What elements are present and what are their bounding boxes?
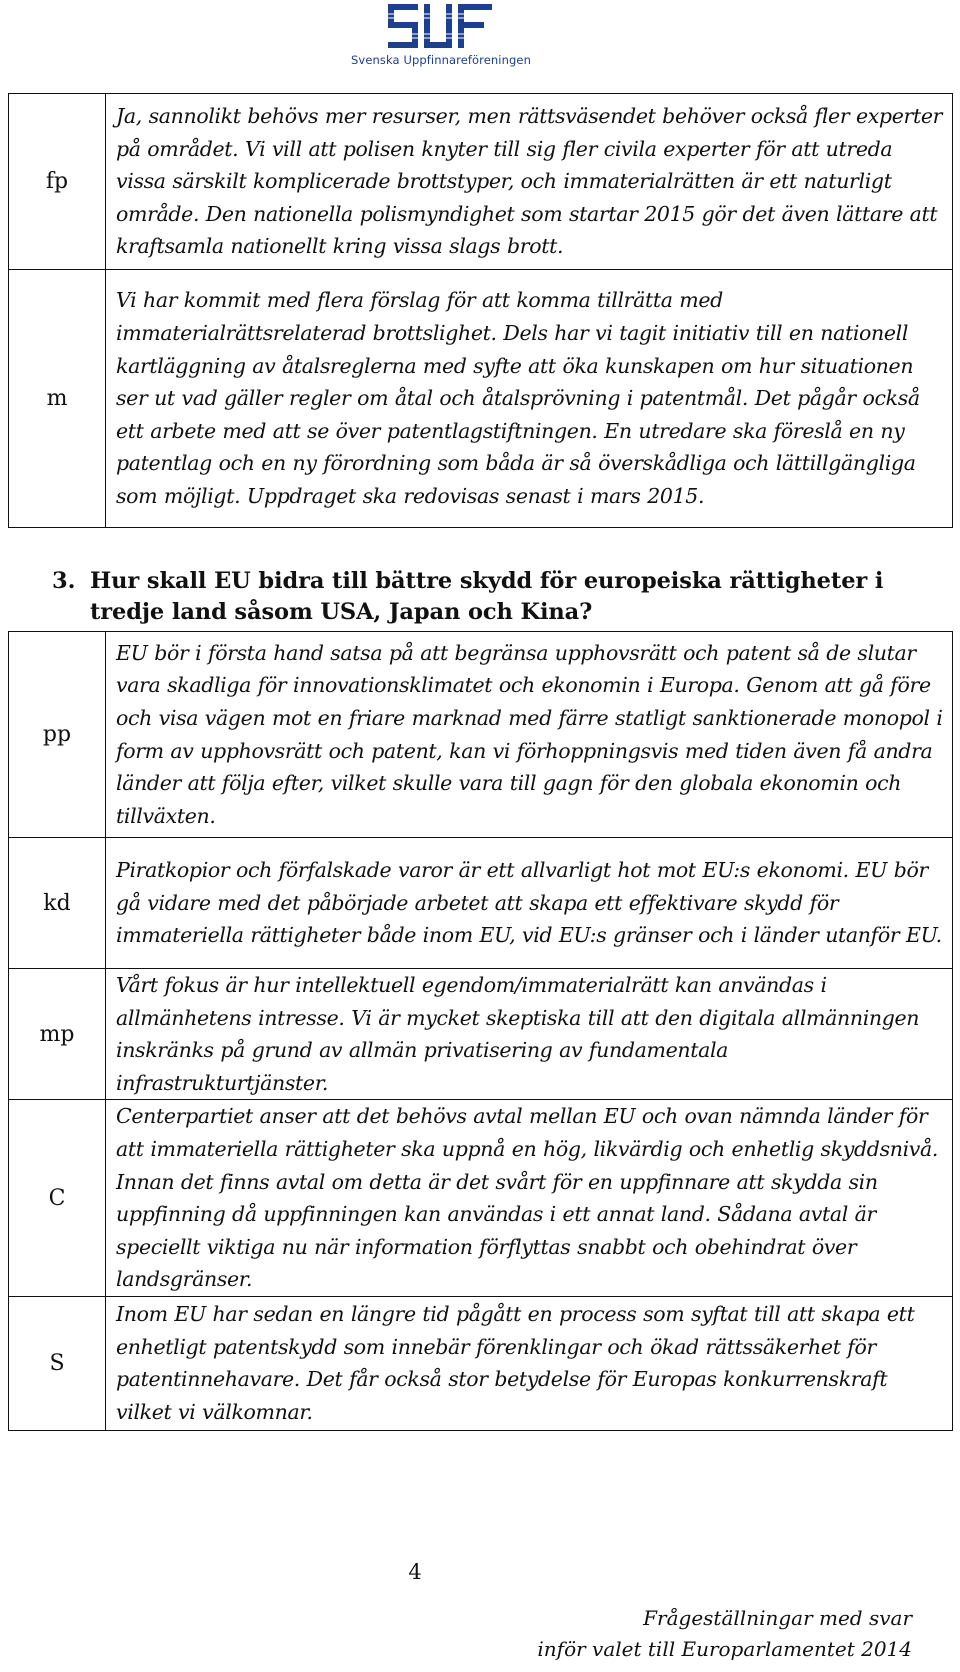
answer-text: Inom EU har sedan en längre tid pågått en process som syftat till att skapa ett enhetligt patentskydd som innebär förenklingar och ökad rättssäkerhet för patentinnehavare. Det får också stor betydelse för Europas konkurrenskraft vilket vi välkomnar. (106, 1296, 953, 1430)
footer-line-1: Frågeställningar med svar (643, 1606, 912, 1630)
table-row (9, 94, 953, 270)
party-label: m (9, 270, 106, 528)
suf-logo (336, 0, 546, 72)
answer-text: Centerpartiet anser att det behövs avtal mellan EU och ovan nämnda länder för att immateriella rättigheter ska uppnå en hög, likvärdig och enhetlig skyddsnivå. Innan det finns avtal om detta är det svårt för en uppfinnare att skydda sin uppfinning då uppfinningen kan användas i ett annat land. Sådana avtal är speciellt viktiga nu när information förflyttas snabbt och obehindrat över landsgränser. (106, 1100, 953, 1297)
party-label: S (9, 1296, 106, 1430)
question-text: Hur skall EU bidra till bättre skydd för europeiska rättigheter i tredje land såsom USA, Japan och Kina? (90, 568, 884, 625)
table-row (9, 838, 953, 969)
footer-line-2: inför valet till Europarlamentet 2014 (537, 1637, 912, 1661)
table-row (9, 632, 953, 838)
table-row (9, 969, 953, 1100)
answer-text: EU bör i första hand satsa på att begränsa upphovsrätt och patent så de slutar vara skadliga för innovationsklimatet och ekonomin i Europa. Genom att gå före och visa vägen mot en friare marknad med färre statligt sanktionerade monopol i form av upphovsrätt och patent, kan vi förhoppningsvis med tiden även få andra länder att följa efter, vilket skulle vara till gagn för den globala ekonomin och tillväxten. (106, 632, 953, 838)
answer-text: Piratkopior och förfalskade varor är ett allvarligt hot mot EU:s ekonomi. EU bör gå vidare med det påbörjade arbetet att skapa ett effektivare skydd för immateriella rättigheter både inom EU, vid EU:s gränser och i länder utanför EU. (106, 838, 953, 969)
party-label: mp (9, 969, 106, 1100)
party-label: kd (9, 838, 106, 969)
answer-text: Vi har kommit med flera förslag för att komma tillrätta med immaterialrättsrelaterad brottslighet. Dels har vi tagit initiativ till en nationell kartläggning av åtalsreglerna med syfte att öka kunskapen om hur situationen ser ut vad gäller regler om åtal och åtalsprövning i patentmål. Det pågår också ett arbete med att se över patentlagstiftningen. En utredare ska föreslå en ny patentlag och en ny förordning som båda är så överskådliga och lättillgängliga som möjligt. Uppdraget ska redovisas senast i mars 2015. (106, 270, 953, 528)
table-row (9, 1100, 953, 1297)
answer-text: Ja, sannolikt behövs mer resurser, men rättsväsendet behöver också fler experter på området. Vi vill att polisen knyter till sig fler civila experter för att utreda vissa särskilt komplicerade brottstyper, och immaterialrätten är ett naturligt område. Den nationella polismyndighet som startar 2015 gör det även lättare att kraftsamla nationellt kring vissa slags brott. (106, 94, 953, 270)
party-label: C (9, 1100, 106, 1297)
table-row (9, 270, 953, 528)
table-row (9, 1296, 953, 1430)
question-number: 3. (52, 568, 76, 594)
party-label: pp (9, 632, 106, 838)
answers-table-question-3 (8, 631, 953, 1431)
answer-text: Vårt fokus är hur intellektuell egendom/immaterialrätt kan användas i allmänhetens intresse. Vi är mycket skeptiska till att den digitala allmänningen inskränks på grund av allmän privatisering av fundamentala infrastrukturtjänster. (106, 969, 953, 1100)
suf-logo-mark (386, 2, 496, 54)
footer (537, 1603, 912, 1665)
logo-text: Svenska Uppfinnareföreningen (351, 53, 531, 67)
party-label: fp (9, 94, 106, 270)
answers-table-question-2 (8, 93, 953, 528)
page-number: 4 (408, 1560, 422, 1584)
